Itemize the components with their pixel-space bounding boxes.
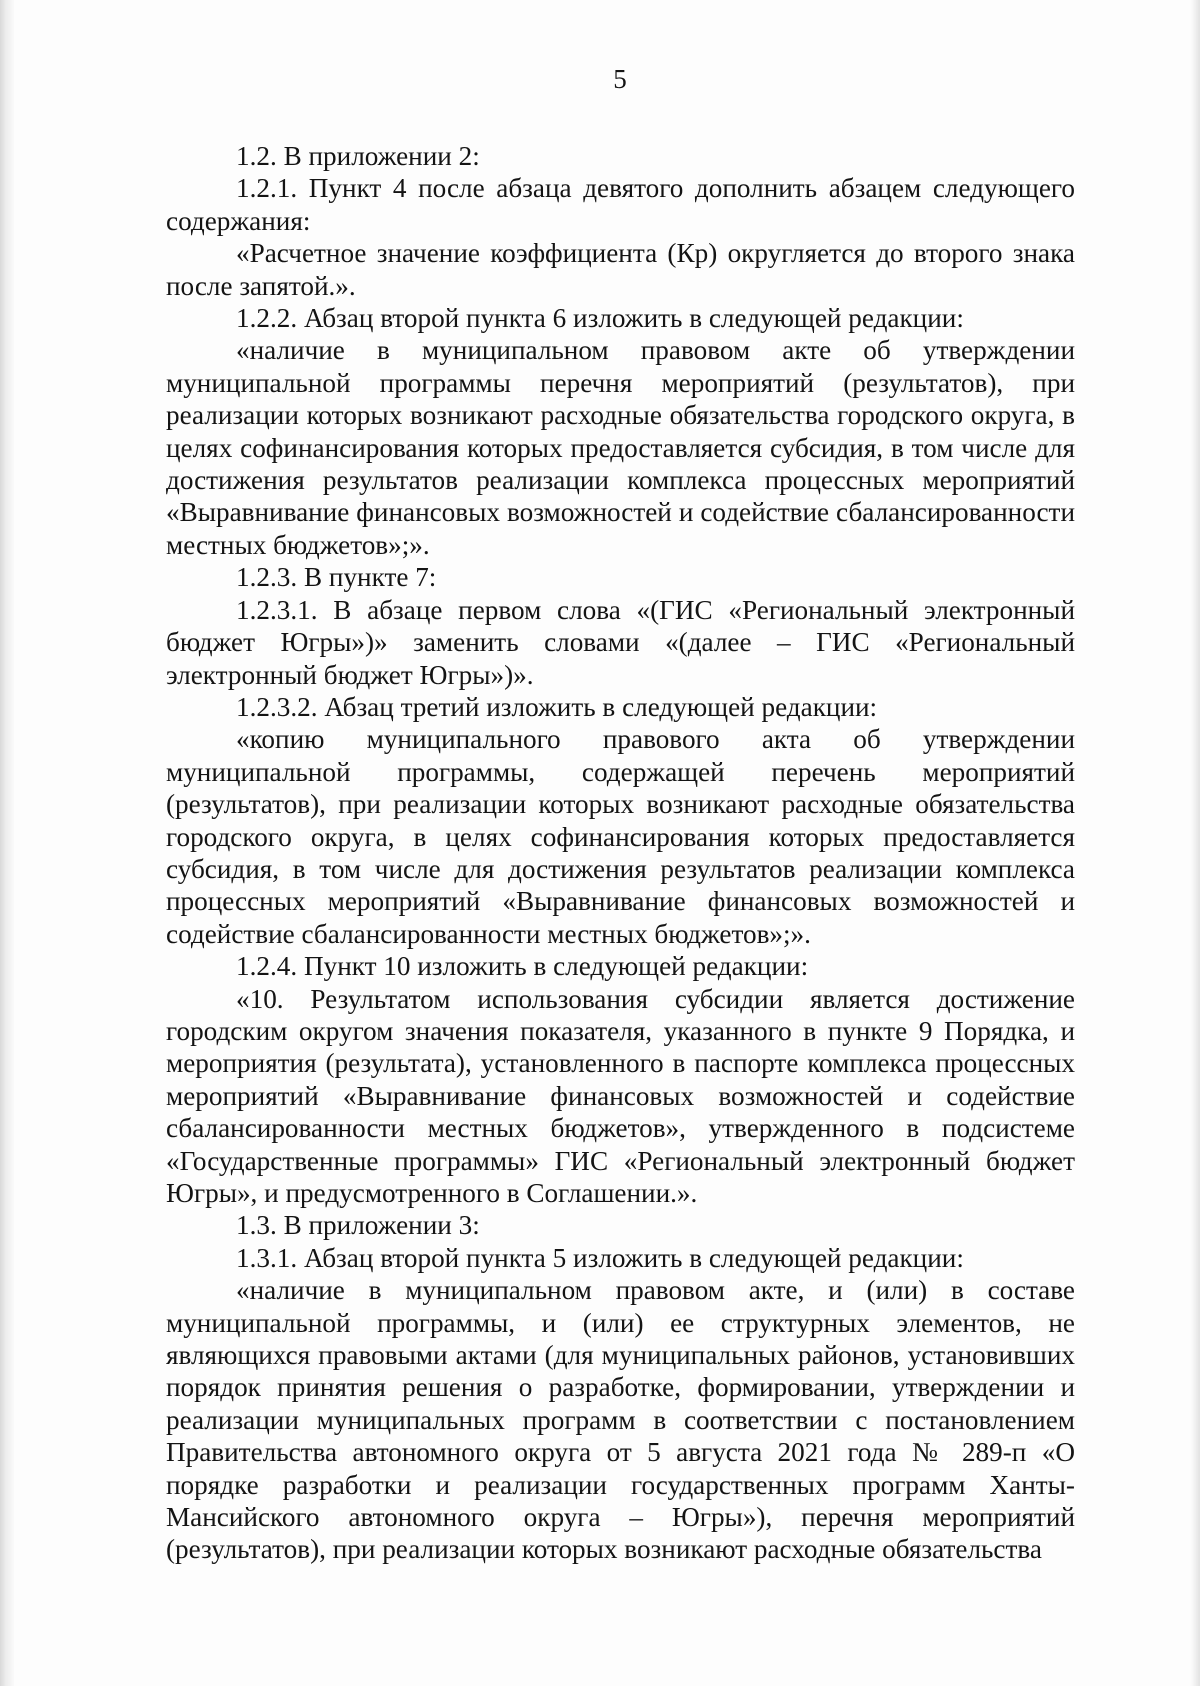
paragraph-quote-point-10: «10. Результатом использования субсидии является достижение городским округом значения показателя, указанного в пункте 9 Порядка, и мероприятия (результата), установленного в паспорте комплекса процессных мероприятий «Выравнивание финансовых возможностей и содействие сбалансированности местных бюджетов», утвержденного в подсистеме «Государственные программы» ГИС «Региональный электронный бюджет Югры», и предусмотренного в Соглашении.». bbox=[166, 983, 1075, 1208]
paragraph-1-3: 1.3. В приложении 3: bbox=[236, 1210, 480, 1241]
paragraph-1-3-1: 1.3.1. Абзац второй пункта 5 изложить в следующей редакции: bbox=[236, 1242, 964, 1273]
paragraph-1-2-3: 1.2.3. В пункте 7: bbox=[236, 562, 437, 593]
scan-edge-right bbox=[1190, 0, 1200, 1686]
scan-edge-left bbox=[0, 0, 14, 1686]
paragraph-1-2-4: 1.2.4. Пункт 10 изложить в следующей редакции: bbox=[236, 951, 809, 982]
page-number: 5 bbox=[613, 64, 627, 94]
paragraph-quote-program-list: «наличие в муниципальном правовом акте об утверждении муниципальной программы перечня мероприятий (результатов), при реализации которых возникают расходные обязательства городского округа, в целях софинансирования которых предоставляется субсидия, в том числе для достижения результатов реализации комплекса процессных мероприятий «Выравнивание финансовых возможностей и содействие сбалансированности местных бюджетов»;». bbox=[166, 335, 1075, 560]
paragraph-1-2-2: 1.2.2. Абзац второй пункта 6 изложить в следующей редакции: bbox=[236, 303, 964, 334]
paragraph-quote-coefficient: «Расчетное значение коэффициента (Кр) округляется до второго знака после запятой.». bbox=[166, 238, 1075, 301]
paragraph-quote-point-5: «наличие в муниципальном правовом акте, и (или) в составе муниципальной программы, и (или) ее структурных элементов, не являющихся правовыми актами (для муниципальных районов, установивших порядок принятия решения о разработке, формировании, утверждении и реализации муниципальных программ в соответствии с постановлением Правительства автономного округа от 5 августа 2021 года № 289-п «О порядке разработки и реализации государственных программ Ханты-Мансийского автономного округа – Югры»), перечня мероприятий (результатов), при реализации которых возникают расходные обязательства bbox=[166, 1275, 1075, 1565]
paragraph-quote-act-copy: «копию муниципального правового акта об утверждении муниципальной программы, содержащей перечень мероприятий (результатов), при реализации которых возникают расходные обязательства городского округа, в целях софинансирования которых предоставляется субсидия, в том числе для достижения результатов реализации комплекса процессных мероприятий «Выравнивание финансовых возможностей и содействие сбалансированности местных бюджетов»;». bbox=[166, 724, 1075, 949]
paragraph-1-2-3-1: 1.2.3.1. В абзаце первом слова «(ГИС «Региональный электронный бюджет Югры»)» заменить словами «(далее – ГИС «Региональный электронный бюджет Югры»)». bbox=[166, 594, 1075, 690]
paragraph-1-2: 1.2. В приложении 2: bbox=[236, 141, 480, 171]
paragraph-1-2-3-2: 1.2.3.2. Абзац третий изложить в следующей редакции: bbox=[236, 691, 878, 722]
document-body bbox=[166, 140, 1075, 1566]
paragraph-1-2-1: 1.2.1. Пункт 4 после абзаца девятого дополнить абзацем следующего содержания: bbox=[166, 173, 1075, 236]
